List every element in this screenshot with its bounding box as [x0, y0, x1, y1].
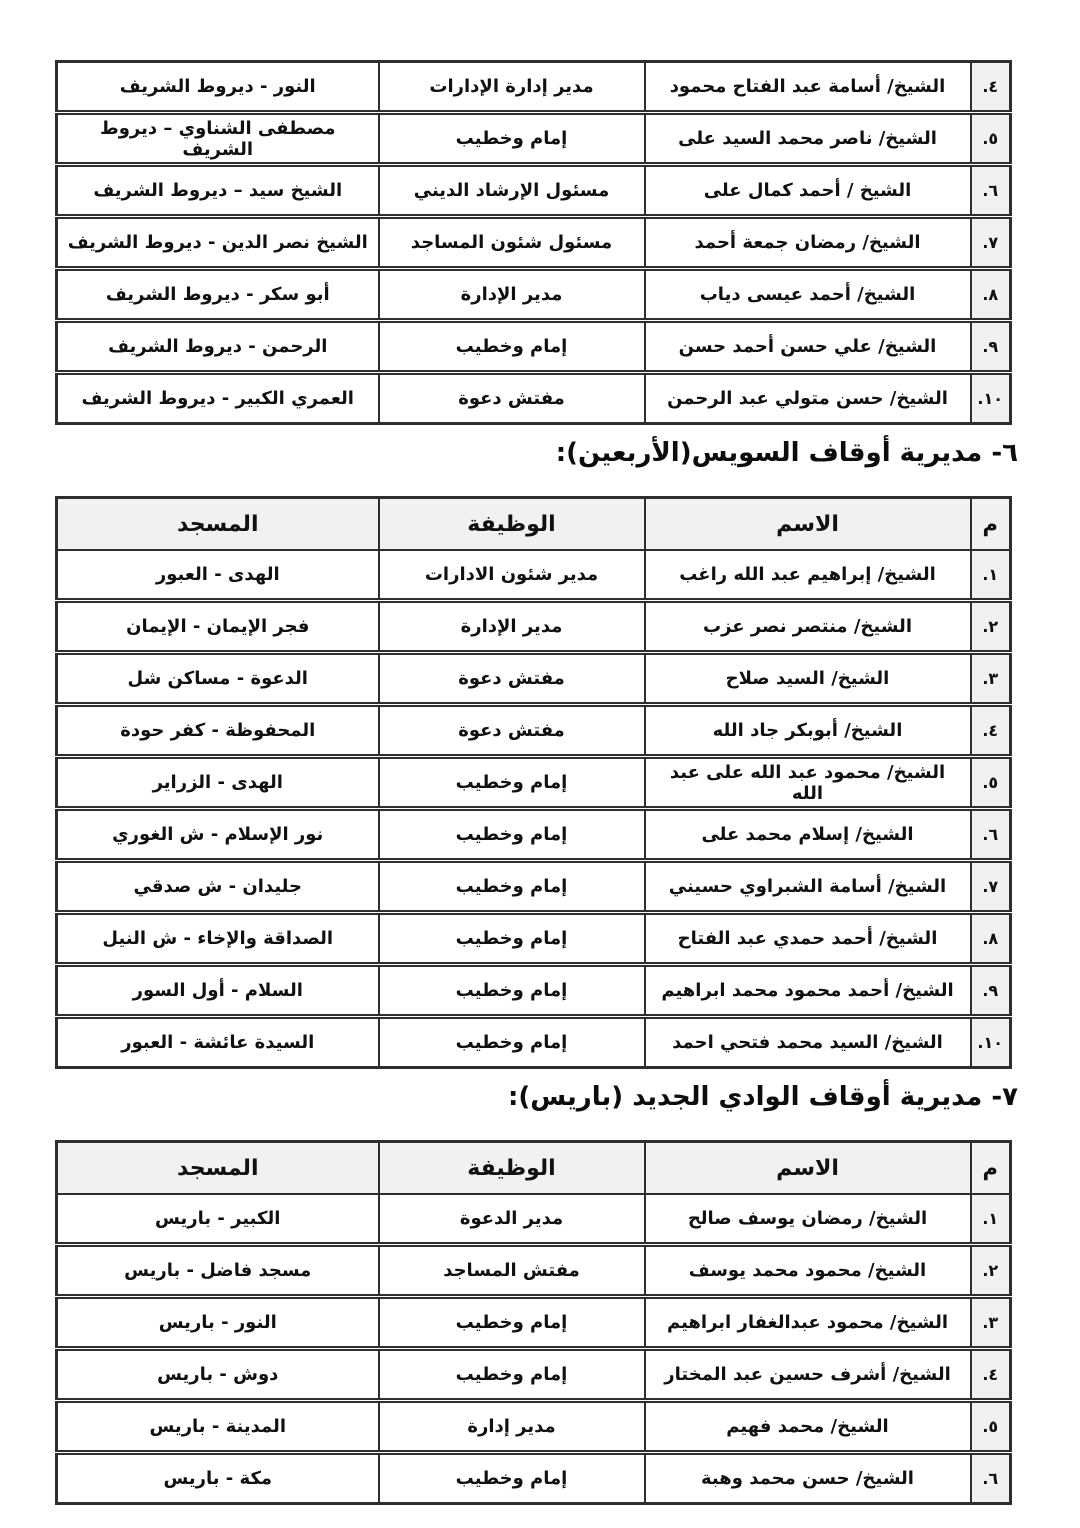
table-row — [57, 1194, 1011, 1245]
role-cell: إمام وخطيب — [379, 861, 645, 913]
column-header-job: الوظيفة — [379, 498, 645, 551]
role-cell: مدير الإدارة — [379, 601, 645, 653]
table-row — [57, 1401, 1011, 1453]
role-cell: مدير شئون الادارات — [379, 550, 645, 601]
name-cell: الشيخ/ حسن متولي عبد الرحمن — [645, 373, 971, 424]
table-row — [57, 653, 1011, 705]
table-row — [57, 757, 1011, 809]
header-row — [57, 1142, 1011, 1195]
table-row — [57, 217, 1011, 269]
roster-table-body — [57, 1194, 1011, 1504]
role-cell: إمام وخطيب — [379, 809, 645, 861]
name-cell: الشيخ/ محمود محمد يوسف — [645, 1245, 971, 1297]
column-header-job: الوظيفة — [379, 1142, 645, 1195]
name-cell: الشيخ/ أحمد حمدي عبد الفتاح — [645, 913, 971, 965]
row-number-cell: ١٠. — [971, 373, 1011, 424]
row-number-cell: ٩. — [971, 321, 1011, 373]
role-cell: إمام وخطيب — [379, 321, 645, 373]
mosque-cell: الدعوة - مساكن شل — [57, 653, 379, 705]
mosque-cell: فجر الإيمان - الإيمان — [57, 601, 379, 653]
mosque-cell: جليدان - ش صدقي — [57, 861, 379, 913]
table-row — [57, 1017, 1011, 1068]
name-cell: الشيخ/ ناصر محمد السيد على — [645, 113, 971, 165]
section-new-valley — [55, 1082, 1018, 1505]
row-number-cell: ١. — [971, 550, 1011, 601]
name-cell: الشيخ/ منتصر نصر عزب — [645, 601, 971, 653]
name-cell: الشيخ/ محمد فهيم — [645, 1401, 971, 1453]
row-number-cell: ٥. — [971, 757, 1011, 809]
section-heading-new-valley: ٧- مديرية أوقاف الوادي الجديد (باريس): — [507, 1082, 1018, 1113]
column-header-number: م — [971, 498, 1011, 551]
table-row — [57, 550, 1011, 601]
section-suez — [55, 438, 1018, 1069]
name-cell: الشيخ/ رمضان جمعة أحمد — [645, 217, 971, 269]
row-number-cell: ٩. — [971, 965, 1011, 1017]
name-cell: الشيخ / أحمد كمال على — [645, 165, 971, 217]
mosque-cell: السلام - أول السور — [57, 965, 379, 1017]
row-number-cell: ٣. — [971, 1297, 1011, 1349]
roster-table-suez — [55, 496, 1012, 1069]
row-number-cell: ٧. — [971, 861, 1011, 913]
role-cell: مدير إدارة — [379, 1401, 645, 1453]
role-cell: إمام وخطيب — [379, 1453, 645, 1504]
name-cell: الشيخ/ إبراهيم عبد الله راغب — [645, 550, 971, 601]
mosque-cell: الهدى - العبور — [57, 550, 379, 601]
role-cell: إمام وخطيب — [379, 965, 645, 1017]
row-number-cell: ١٠. — [971, 1017, 1011, 1068]
role-cell: مفتش دعوة — [379, 373, 645, 424]
row-number-cell: ٦. — [971, 809, 1011, 861]
row-number-cell: ٣. — [971, 653, 1011, 705]
name-cell: الشيخ/ محمود عبدالغفار ابراهيم — [645, 1297, 971, 1349]
row-number-cell: ١. — [971, 1194, 1011, 1245]
mosque-cell: الرحمن - ديروط الشريف — [57, 321, 379, 373]
table-row — [57, 113, 1011, 165]
section-heading-suez: ٦- مديرية أوقاف السويس(الأربعين): — [555, 438, 1018, 468]
roster-table-body — [57, 62, 1011, 424]
row-number-cell: ٦. — [971, 1453, 1011, 1504]
mosque-cell: المحفوظة - كفر حودة — [57, 705, 379, 757]
mosque-cell: أبو سكر - ديروط الشريف — [57, 269, 379, 321]
table-row — [57, 1245, 1011, 1297]
name-cell: الشيخ/ علي حسن أحمد حسن — [645, 321, 971, 373]
mosque-cell: المدينة - باريس — [57, 1401, 379, 1453]
role-cell: إمام وخطيب — [379, 1017, 645, 1068]
column-header-name: الاسم — [645, 1142, 971, 1195]
table-row — [57, 601, 1011, 653]
mosque-cell: الشيخ سيد – ديروط الشريف — [57, 165, 379, 217]
table-row — [57, 1297, 1011, 1349]
table-row — [57, 965, 1011, 1017]
table-row — [57, 913, 1011, 965]
mosque-cell: السيدة عائشة - العبور — [57, 1017, 379, 1068]
name-cell: الشيخ/ أشرف حسين عبد المختار — [645, 1349, 971, 1401]
row-number-cell: ٤. — [971, 62, 1011, 113]
mosque-cell: الهدى - الزراير — [57, 757, 379, 809]
role-cell: مسئول شئون المساجد — [379, 217, 645, 269]
table-row — [57, 373, 1011, 424]
name-cell: الشيخ/ حسن محمد وهبة — [645, 1453, 971, 1504]
row-number-cell: ٨. — [971, 913, 1011, 965]
row-number-cell: ٨. — [971, 269, 1011, 321]
mosque-cell: مسجد فاضل - باريس — [57, 1245, 379, 1297]
mosque-cell: نور الإسلام - ش الغوري — [57, 809, 379, 861]
table-row — [57, 1349, 1011, 1401]
row-number-cell: ٤. — [971, 1349, 1011, 1401]
role-cell: مفتش المساجد — [379, 1245, 645, 1297]
name-cell: الشيخ/ إسلام محمد على — [645, 809, 971, 861]
section-continued-roster — [55, 60, 1012, 425]
roster-table-body — [57, 550, 1011, 1068]
table-row — [57, 1453, 1011, 1504]
row-number-cell: ٢. — [971, 601, 1011, 653]
name-cell: الشيخ/ أبوبكر جاد الله — [645, 705, 971, 757]
mosque-cell: الشيخ نصر الدين - ديروط الشريف — [57, 217, 379, 269]
role-cell: مدير الدعوة — [379, 1194, 645, 1245]
header-row — [57, 498, 1011, 551]
name-cell: الشيخ/ السيد صلاح — [645, 653, 971, 705]
row-number-cell: ٦. — [971, 165, 1011, 217]
column-header-mosque: المسجد — [57, 498, 379, 551]
roster-table-new-valley — [55, 1140, 1012, 1505]
table-row — [57, 269, 1011, 321]
row-number-cell: ٥. — [971, 1401, 1011, 1453]
name-cell: الشيخ/ أسامة عبد الفتاح محمود — [645, 62, 971, 113]
mosque-cell: النور - باريس — [57, 1297, 379, 1349]
table-row — [57, 165, 1011, 217]
role-cell: إمام وخطيب — [379, 757, 645, 809]
role-cell: إمام وخطيب — [379, 913, 645, 965]
table-row — [57, 62, 1011, 113]
mosque-cell: دوش - باريس — [57, 1349, 379, 1401]
role-cell: مدير إدارة الإدارات — [379, 62, 645, 113]
role-cell: إمام وخطيب — [379, 113, 645, 165]
name-cell: الشيخ/ محمود عبد الله على عبد الله — [645, 757, 971, 809]
table-row — [57, 321, 1011, 373]
role-cell: إمام وخطيب — [379, 1349, 645, 1401]
name-cell: الشيخ/ أحمد عيسى دياب — [645, 269, 971, 321]
role-cell: مفتش دعوة — [379, 705, 645, 757]
column-header-number: م — [971, 1142, 1011, 1195]
name-cell: الشيخ/ أحمد محمود محمد ابراهيم — [645, 965, 971, 1017]
mosque-cell: النور - ديروط الشريف — [57, 62, 379, 113]
row-number-cell: ٧. — [971, 217, 1011, 269]
roster-table-header — [57, 1142, 1011, 1195]
name-cell: الشيخ/ أسامة الشبراوي حسيني — [645, 861, 971, 913]
column-header-name: الاسم — [645, 498, 971, 551]
mosque-cell: العمري الكبير - ديروط الشريف — [57, 373, 379, 424]
column-header-mosque: المسجد — [57, 1142, 379, 1195]
roster-table-continued — [55, 60, 1012, 425]
role-cell: مدير الإدارة — [379, 269, 645, 321]
role-cell: مسئول الإرشاد الديني — [379, 165, 645, 217]
role-cell: إمام وخطيب — [379, 1297, 645, 1349]
row-number-cell: ٤. — [971, 705, 1011, 757]
table-row — [57, 705, 1011, 757]
table-row — [57, 809, 1011, 861]
role-cell: مفتش دعوة — [379, 653, 645, 705]
mosque-cell: الصداقة والإخاء - ش النيل — [57, 913, 379, 965]
row-number-cell: ٢. — [971, 1245, 1011, 1297]
row-number-cell: ٥. — [971, 113, 1011, 165]
roster-table-header — [57, 498, 1011, 551]
table-row — [57, 861, 1011, 913]
mosque-cell: مكة - باريس — [57, 1453, 379, 1504]
mosque-cell: مصطفى الشناوي – ديروط الشريف — [57, 113, 379, 165]
name-cell: الشيخ/ رمضان يوسف صالح — [645, 1194, 971, 1245]
name-cell: الشيخ/ السيد محمد فتحي احمد — [645, 1017, 971, 1068]
mosque-cell: الكبير - باريس — [57, 1194, 379, 1245]
